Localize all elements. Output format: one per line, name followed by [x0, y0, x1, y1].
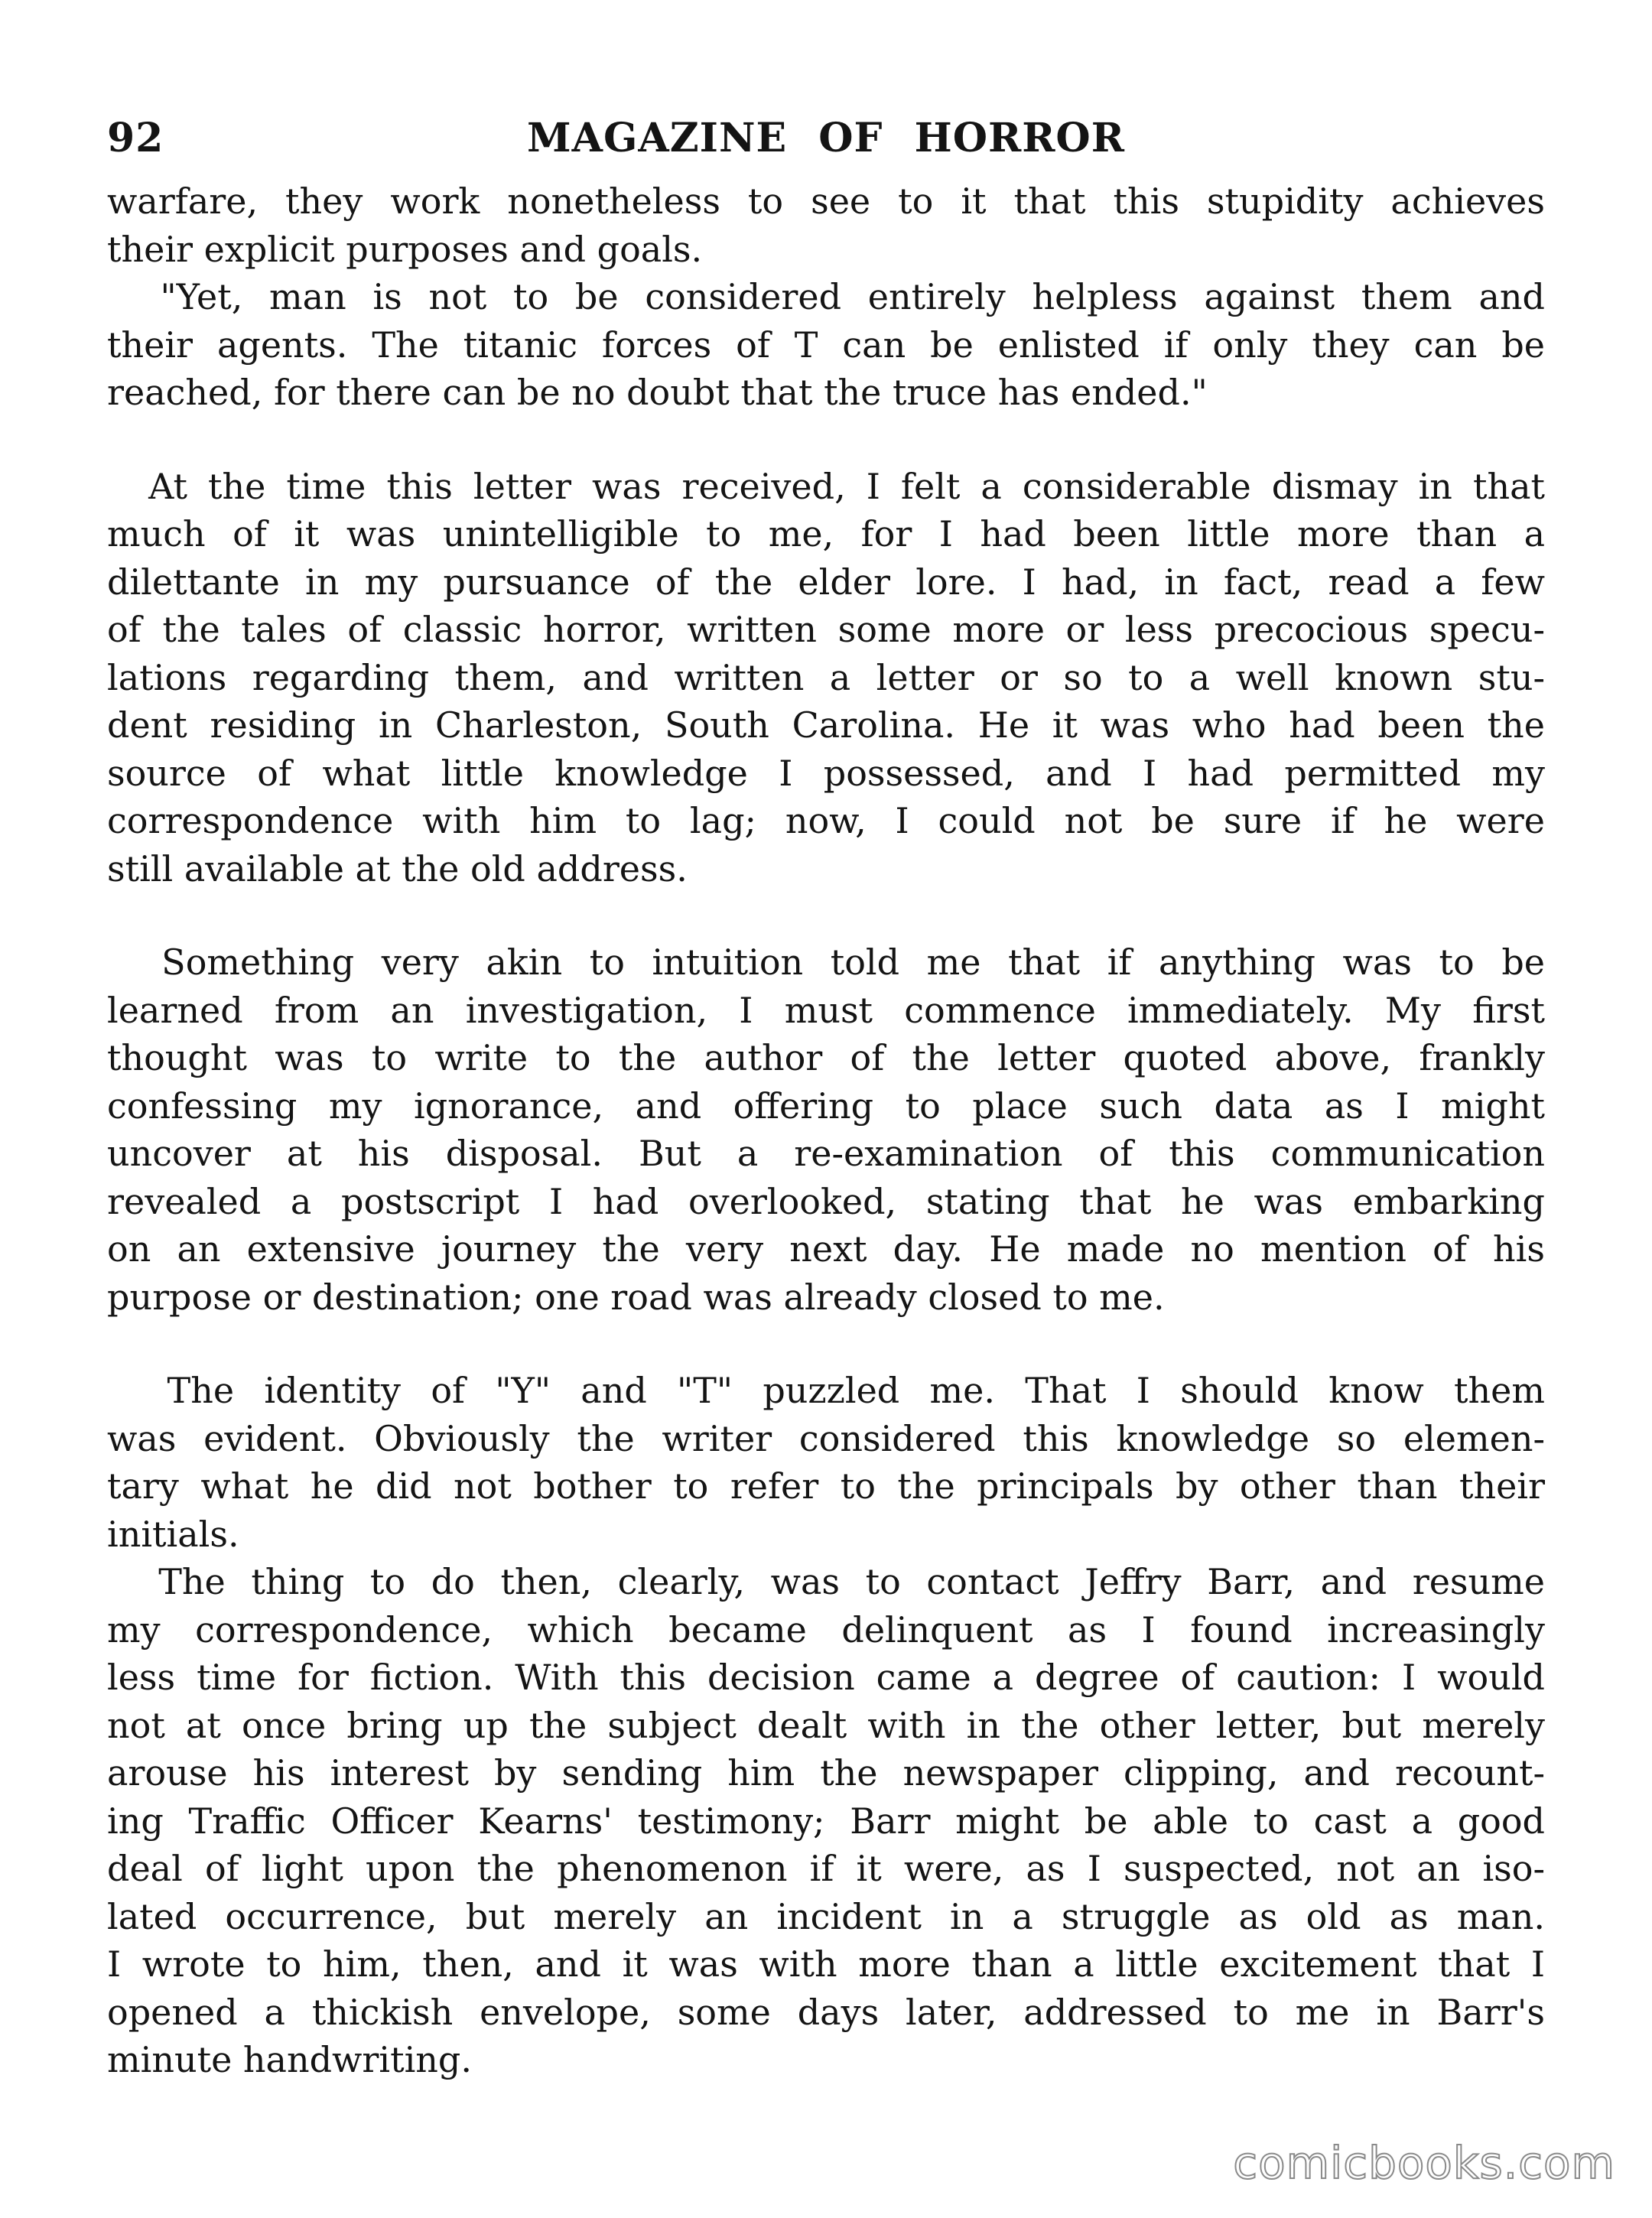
text-line: initials. [107, 1513, 239, 1555]
text-line: their agents. The titanic forces of T can be enlisted if only they can be [107, 324, 1545, 366]
text-line: At the time this letter was received, I felt a considerable dismay in that [107, 465, 1545, 507]
text-line: was evident. Obviously the writer considered this knowledge so elemen- [107, 1417, 1545, 1459]
text-line: source of what little knowledge I possessed, and I had permitted my [107, 752, 1545, 794]
text-line: thought was to write to the author of the letter quoted above, frankly [107, 1037, 1545, 1078]
text-line: opened a thickish envelope, some days later, addressed to me in Barr's [107, 1991, 1545, 2033]
text-line: deal of light upon the phenomenon if it were, as I suspected, not an iso- [107, 1848, 1545, 1889]
paragraph [107, 463, 1545, 893]
text-line: lations regarding them, and written a letter or so to a well known stu- [107, 656, 1545, 698]
text-line: not at once bring up the subject dealt with in the other letter, but merely [107, 1704, 1545, 1746]
text-line: tary what he did not bother to refer to the principals by other than their [107, 1465, 1545, 1507]
text-line: revealed a postscript I had overlooked, stating that he was embarking [107, 1180, 1545, 1222]
text-line: "Yet, man is not to be considered entirely helpless against them and [107, 276, 1545, 317]
text-line: my correspondence, which became delinquent as I found increasingly [107, 1608, 1545, 1650]
text-line: less time for fiction. With this decision came a degree of caution: I would [107, 1657, 1545, 1698]
page-number: 92 [107, 115, 164, 161]
text-line: Something very akin to intuition told me that if anything was to be [107, 942, 1545, 983]
text-line: correspondence with him to lag; now, I could not be sure if he were [107, 800, 1545, 841]
text-line: confessing my ignorance, and offering to place such data as I might [107, 1085, 1545, 1127]
text-line: uncover at his disposal. But a re-examination of this communication [107, 1133, 1545, 1174]
body-text [107, 177, 1545, 2084]
paragraph [107, 177, 1545, 273]
text-line: dilettante in my pursuance of the elder lore. I had, in fact, read a few [107, 561, 1545, 603]
text-line: arouse his interest by sending him the newspaper clipping, and recount- [107, 1752, 1545, 1794]
text-line: their explicit purposes and goals. [107, 228, 703, 270]
text-line: learned from an investigation, I must commence immediately. My first [107, 989, 1545, 1031]
paragraph [107, 1367, 1545, 1558]
document-page [107, 115, 1545, 2084]
text-line: on an extensive journey the very next day. He made no mention of his [107, 1228, 1545, 1270]
text-line: much of it was unintelligible to me, for I had been little more than a [107, 513, 1545, 554]
running-title: MAGAZINE OF HORROR [527, 115, 1125, 161]
watermark: comicbooks.com [1233, 2137, 1615, 2189]
paragraph [107, 938, 1545, 1321]
text-line: still available at the old address. [107, 847, 688, 889]
text-line: reached, for there can be no doubt that the truce has ended." [107, 372, 1208, 413]
page-header [107, 115, 1545, 176]
text-line: The identity of "Y" and "T" puzzled me. That I should know them [107, 1370, 1545, 1411]
paragraph [107, 1558, 1545, 2084]
text-line: minute handwriting. [107, 2039, 473, 2080]
text-line: I wrote to him, then, and it was with more than a little excitement that I [107, 1943, 1545, 1985]
text-line: lated occurrence, but merely an incident in a struggle as old as man. [107, 1895, 1545, 1937]
paragraph [107, 273, 1545, 417]
text-line: dent residing in Charleston, South Carolina. He it was who had been the [107, 704, 1545, 746]
text-line: The thing to do then, clearly, was to contact Jeffry Barr, and resume [107, 1561, 1545, 1602]
text-line: ing Traffic Officer Kearns' testimony; Barr might be able to cast a good [107, 1800, 1545, 1842]
text-line: purpose or destination; one road was already closed to me. [107, 1276, 1165, 1318]
text-line: of the tales of classic horror, written some more or less precocious specu- [107, 609, 1545, 650]
text-line: warfare, they work nonetheless to see to it that this stupidity achieves [107, 180, 1545, 222]
